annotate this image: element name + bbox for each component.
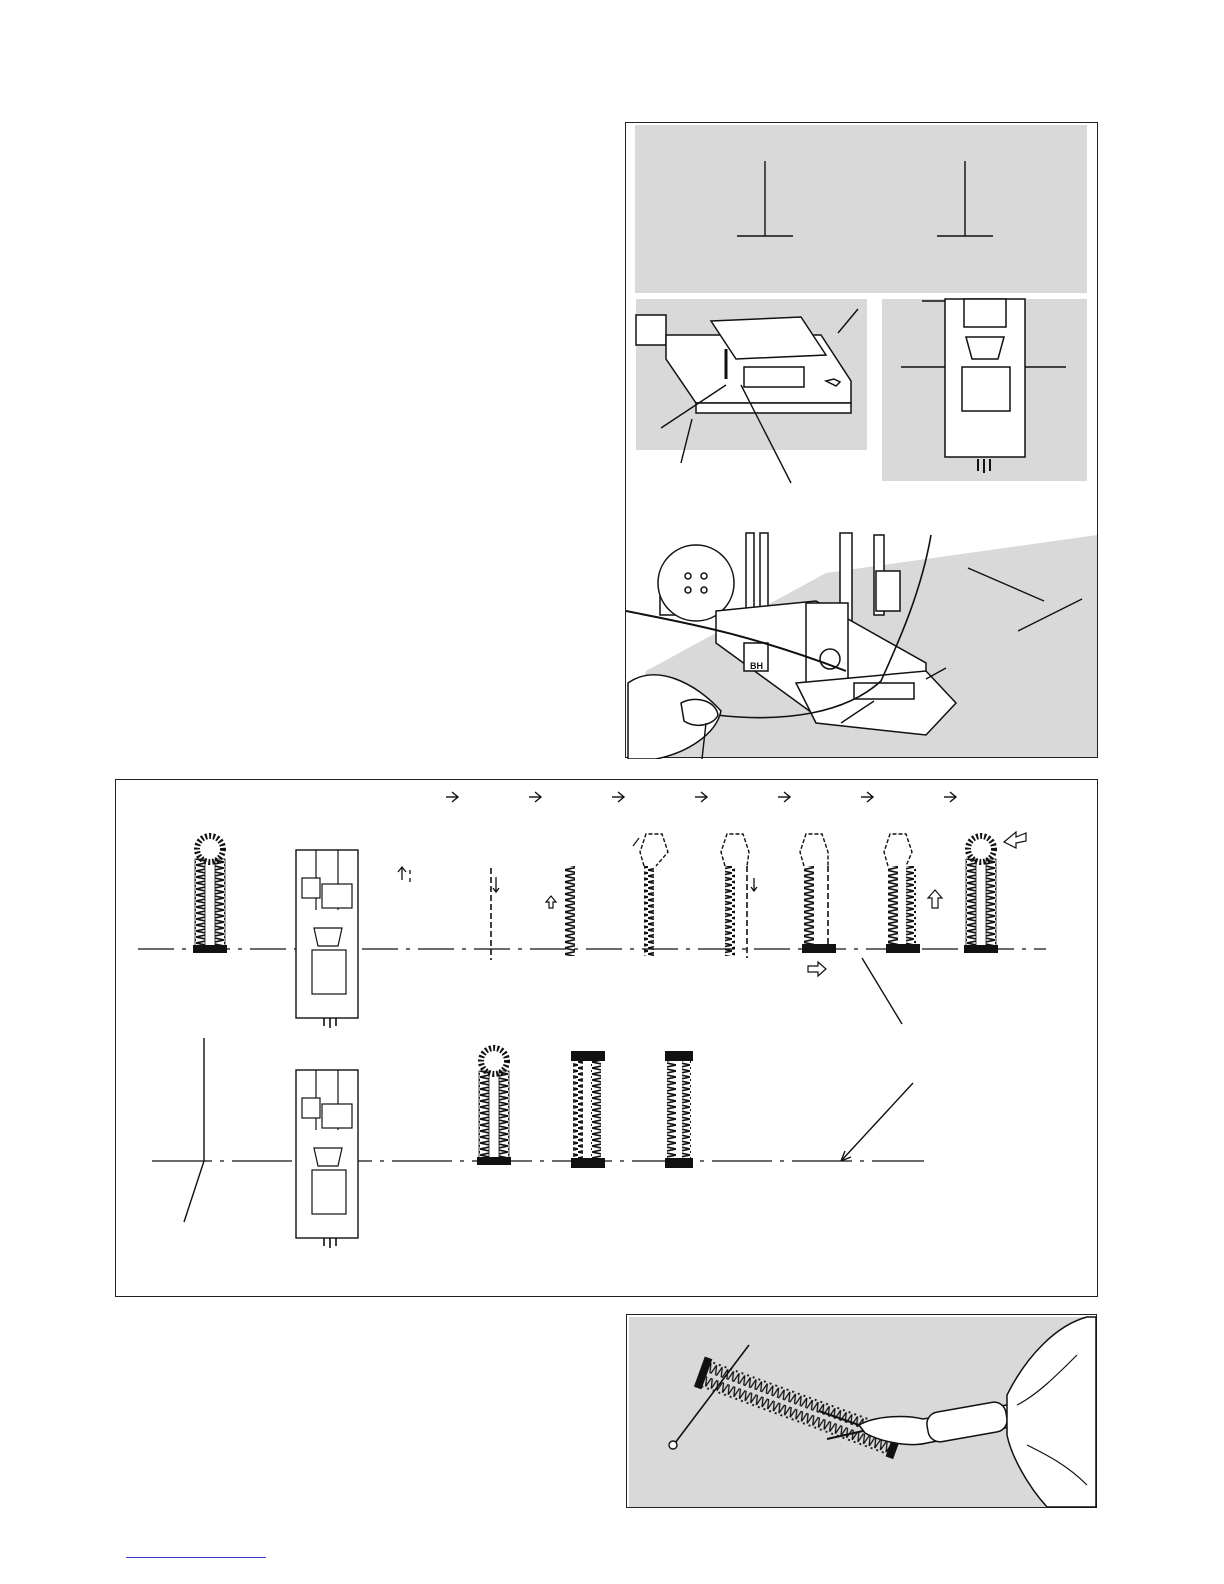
presser-foot-top-view-icon — [882, 299, 1087, 481]
stitch-step-2 — [546, 866, 575, 956]
stitch-step-3 — [633, 834, 668, 956]
figure-presser-foot-setup — [625, 122, 1098, 758]
buttonhole-finished-icon — [964, 836, 998, 953]
svg-text:BH: BH — [750, 661, 763, 671]
header-band — [635, 125, 1087, 293]
presser-foot-icon-2 — [296, 1070, 358, 1248]
stitch-step-5 — [800, 834, 836, 976]
stitch-step-4 — [721, 834, 757, 958]
stitch-step-1 — [491, 868, 499, 960]
figure-seam-ripper — [626, 1314, 1097, 1508]
buttonhole-icon — [193, 836, 227, 953]
buttonhole-bar-tack-icon — [571, 1051, 605, 1168]
presser-foot-icon — [296, 850, 358, 1028]
arrow-up-icon — [398, 867, 410, 882]
footer-rule — [126, 1557, 266, 1558]
arrow-curve-icon — [1004, 832, 1026, 848]
figure-seam-ripper-drawing — [627, 1315, 1098, 1509]
sewing-machine-foot-icon — [636, 299, 867, 483]
arrow-right-icon — [446, 792, 956, 802]
figure-buttonhole-sequence-drawing — [116, 780, 1099, 1298]
machine-needle-area-icon — [626, 533, 1097, 759]
stitch-step-6 — [884, 834, 942, 953]
buttonhole-round-end-icon — [477, 1048, 511, 1165]
figure-buttonhole-sequence — [115, 779, 1098, 1297]
buttonhole-narrow-icon — [665, 1051, 693, 1168]
figure-presser-foot-setup-drawing — [626, 123, 1099, 759]
